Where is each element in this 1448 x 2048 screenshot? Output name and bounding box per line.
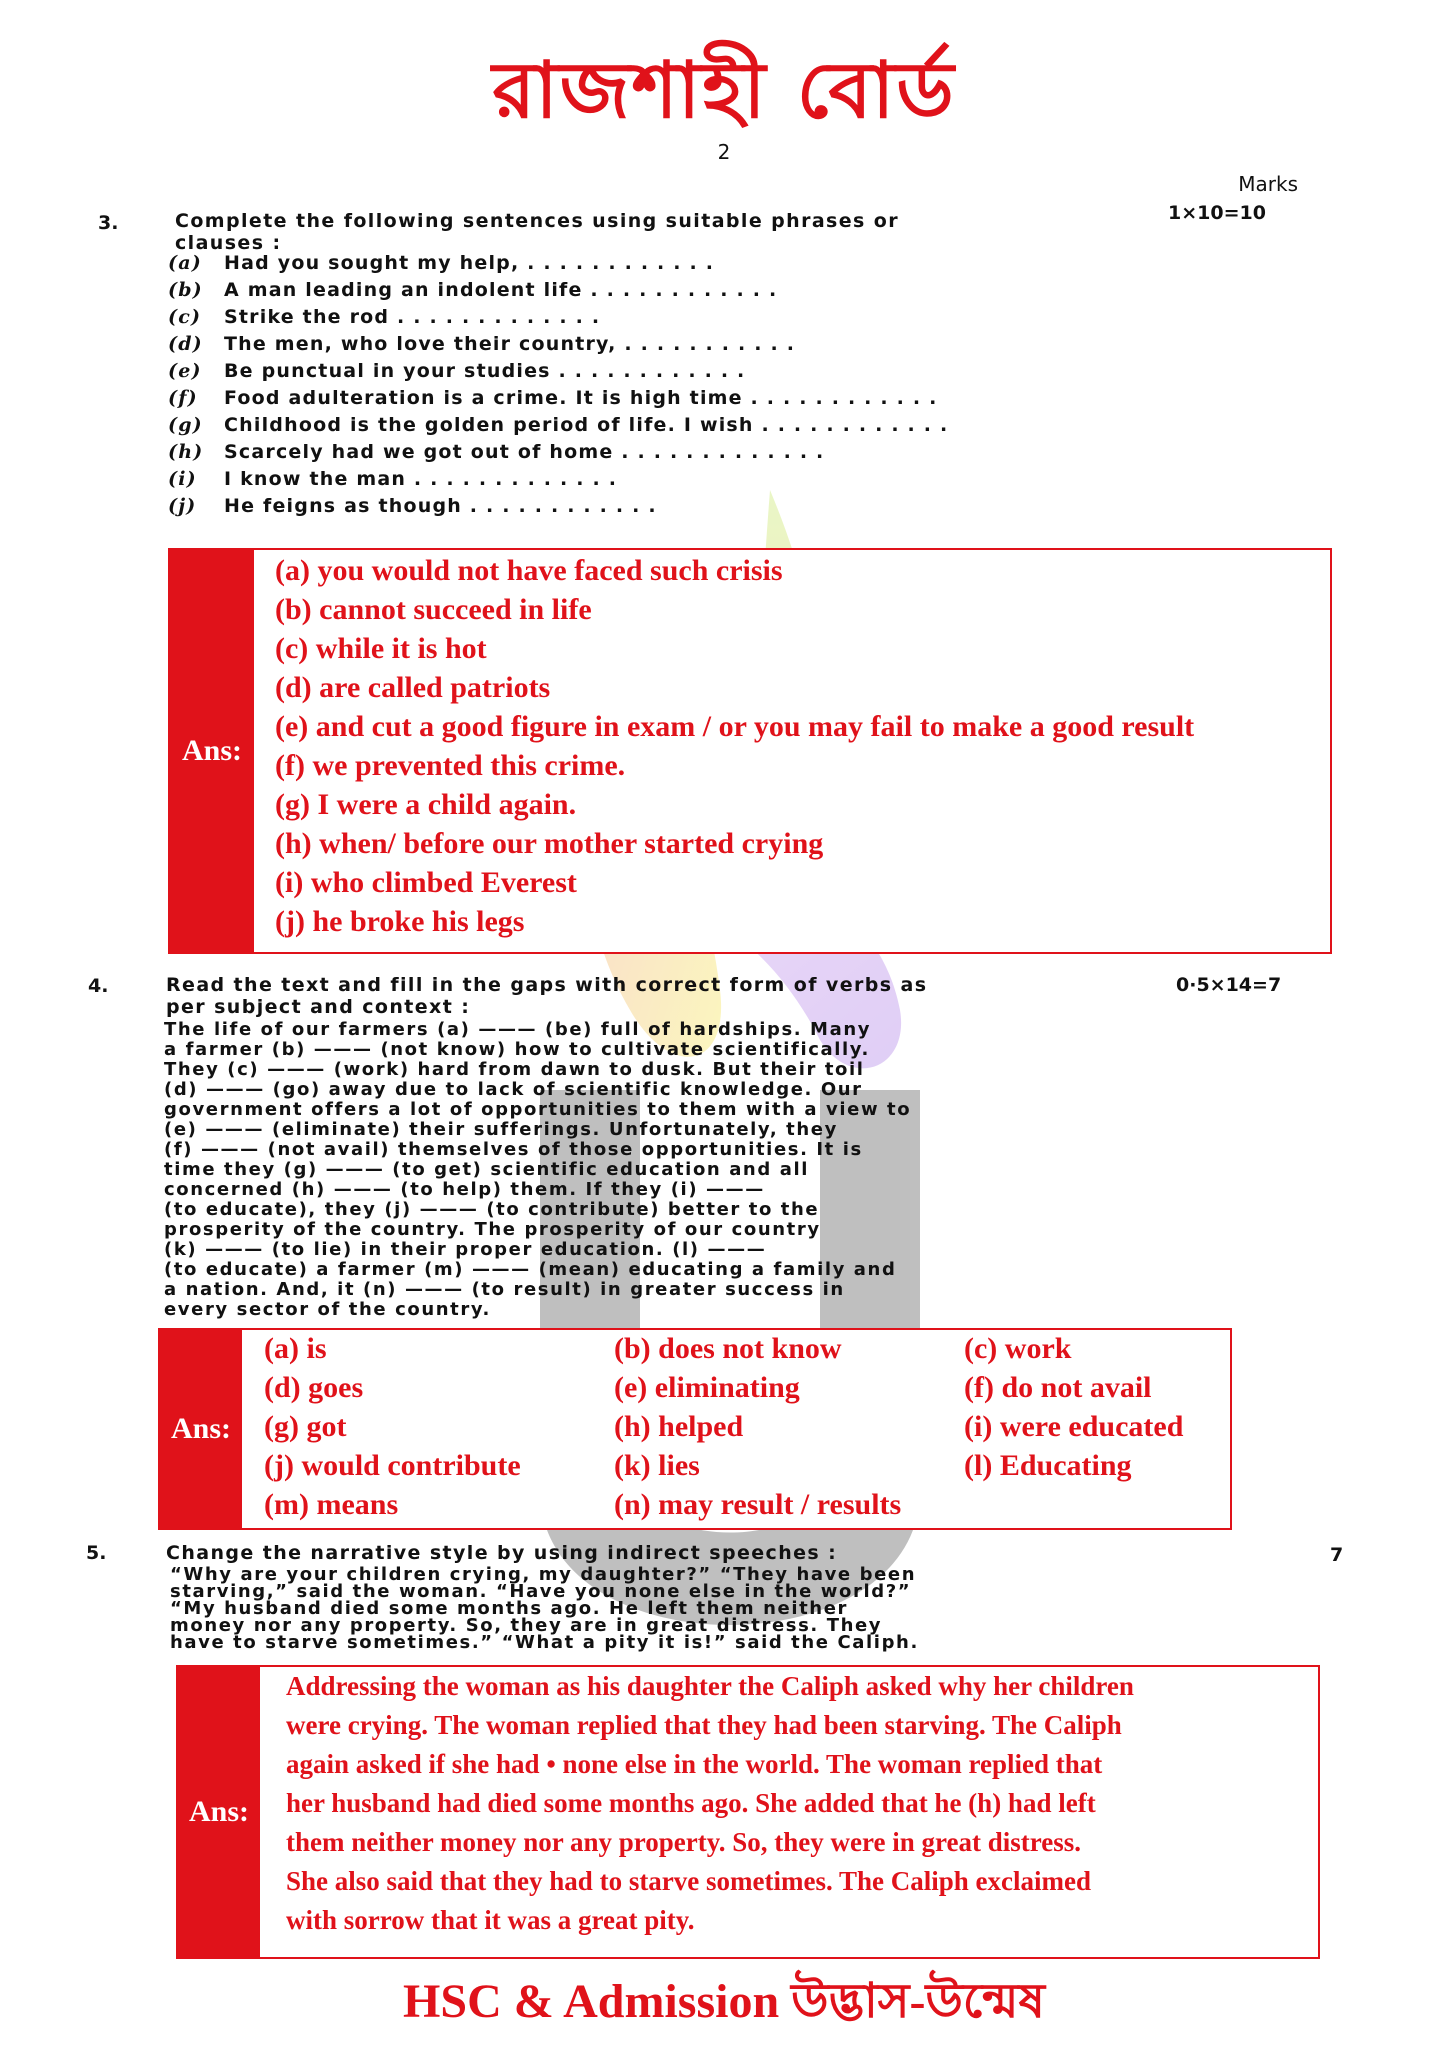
q4-passage-line: a nation. And, it (n) ——— (to result) in greater success in — [164, 1279, 845, 1300]
q4-number: 4. — [88, 975, 109, 997]
q3-item — [168, 441, 1168, 468]
q4-passage-line: (f) ——— (not avail) themselves of those opportunities. It is — [164, 1139, 863, 1160]
q5-answer-line: again asked if she had • none else in the world. The woman replied that — [286, 1749, 1103, 1779]
q3-item-label: (d) — [168, 333, 203, 355]
q3-instruction-line2: clauses : — [175, 232, 282, 254]
q3-item-text: Strike the rod . . . . . . . . . . . . . — [224, 306, 601, 328]
q3-instruction — [175, 210, 1155, 254]
q5-number: 5. — [86, 1542, 107, 1564]
q5-answer-line: She also said that they had to starve sometimes. The Caliph exclaimed — [286, 1866, 1092, 1896]
q4-passage-line: (to educate) a farmer (m) ——— (mean) educating a family and — [164, 1259, 897, 1280]
q3-marks: 1×10=10 — [1168, 202, 1266, 224]
q5-passage — [170, 1566, 1180, 1651]
q4-passage-line: time they (g) ——— (to get) scientific education and all — [164, 1159, 809, 1180]
q5-answer-line: them neither money nor any property. So, they were in great distress. — [286, 1827, 1081, 1857]
q3-item-label: (g) — [168, 414, 203, 436]
q3-item-label: (a) — [168, 252, 202, 274]
q3-item-text: Scarcely had we got out of home . . . . . . . . . . . . . — [224, 441, 825, 463]
q3-item-text: He feigns as though . . . . . . . . . . . . — [224, 495, 657, 517]
q3-item — [168, 333, 1168, 360]
page-number: 2 — [717, 140, 731, 164]
board-title: রাজশাহী বোর্ড — [492, 46, 956, 136]
marks-column-label: Marks — [1238, 172, 1298, 196]
q3-answer-line: (d) are called patriots — [275, 671, 551, 704]
q3-item — [168, 495, 1168, 522]
q5-answer-box — [176, 1665, 1320, 1959]
q4-passage-line: They (c) ——— (work) hard from dawn to dusk. But their toil — [164, 1059, 865, 1080]
q3-instruction-line1: Complete the following sentences using suitable phrases or — [175, 210, 899, 232]
q3-answer-line: (h) when/ before our mother started crying — [275, 827, 824, 860]
q4-passage-line: The life of our farmers (a) ——— (be) full of hardships. Many — [164, 1019, 872, 1040]
q3-answer-label: Ans: — [170, 550, 254, 952]
q4-passage-line: (e) ——— (eliminate) their sufferings. Unfortunately, they — [164, 1119, 838, 1140]
q5-instruction: Change the narrative style by using indirect speeches : — [166, 1542, 838, 1564]
q3-item-text: Childhood is the golden period of life. I wish . . . . . . . . . . . . — [224, 414, 949, 436]
q4-answer-cell: (i) were educated — [964, 1410, 1184, 1443]
q3-item — [168, 414, 1168, 441]
q4-marks: 0·5×14=7 — [1176, 974, 1282, 996]
q3-item-label: (c) — [168, 306, 202, 328]
q4-passage-line: a farmer (b) ——— (not know) how to cultivate scientifically. — [164, 1039, 870, 1060]
q5-answer-label: Ans: — [178, 1667, 260, 1957]
q3-number: 3. — [98, 212, 119, 234]
q4-answer-cell: (n) may result / results — [614, 1488, 902, 1521]
q5-passage-line: money nor any property. So, they are in great distress. They — [170, 1615, 883, 1636]
q3-answer-line: (b) cannot succeed in life — [275, 593, 592, 626]
q3-answer-line: (g) I were a child again. — [275, 788, 577, 821]
q3-item-label: (e) — [168, 360, 202, 382]
q5-answer-line: with sorrow that it was a great pity. — [286, 1905, 695, 1935]
q4-answer-box — [158, 1328, 1232, 1530]
q3-item-text: Had you sought my help, . . . . . . . . . . . . — [224, 252, 715, 274]
q4-answer-cell: (e) eliminating — [614, 1371, 800, 1404]
q3-item-label: (b) — [168, 279, 203, 301]
q3-item — [168, 306, 1168, 333]
q3-item — [168, 387, 1168, 414]
q4-answer-cell: (c) work — [964, 1332, 1072, 1365]
q5-answer-line: her husband had died some months ago. She added that he (h) had left — [286, 1788, 1096, 1818]
q3-item — [168, 252, 1168, 279]
q4-passage — [164, 1020, 1164, 1320]
q5-answer-line: Addressing the woman as his daughter the Caliph asked why her children — [286, 1671, 1134, 1701]
q4-passage-line: prosperity of the country. The prosperity of our country — [164, 1219, 821, 1240]
q3-items-list — [168, 252, 1168, 522]
q4-answer-cell: (h) helped — [614, 1410, 744, 1443]
q4-answer-cell: (a) is — [264, 1332, 327, 1365]
q4-passage-line: government offers a lot of opportunities to them with a view to — [164, 1099, 912, 1120]
q4-instruction — [166, 974, 1156, 1018]
q3-item-label: (j) — [168, 495, 197, 517]
q5-passage-line: “Why are your children crying, my daughter?” “They have been — [170, 1564, 917, 1585]
q3-item-label: (i) — [168, 468, 197, 490]
q4-passage-line: (k) ——— (to lie) in their proper education. (l) ——— — [164, 1239, 767, 1260]
q4-answer-cell: (g) got — [264, 1410, 347, 1443]
q3-item — [168, 279, 1168, 306]
q4-instruction-line2: per subject and context : — [166, 996, 471, 1018]
q5-passage-line: starving,” said the woman. “Have you none else in the world?” — [170, 1581, 912, 1602]
q4-answer-cell: (f) do not avail — [964, 1371, 1152, 1404]
q4-passage-line: (to educate), they (j) ——— (to contribute) better to the — [164, 1199, 820, 1220]
q3-item-text: The men, who love their country, . . . . . . . . . . . — [224, 333, 796, 355]
q3-answer-line: (i) who climbed Everest — [275, 866, 577, 899]
q5-marks: 7 — [1330, 1544, 1344, 1566]
footer-brand: HSC & Admission উদ্ভাস-উন্মেষ — [403, 1975, 1045, 2028]
q4-passage-line: (d) ——— (go) away due to lack of scientific knowledge. Our — [164, 1079, 863, 1100]
q3-item — [168, 468, 1168, 495]
q4-answer-cell: (b) does not know — [614, 1332, 842, 1365]
q3-answer-line: (c) while it is hot — [275, 632, 487, 665]
q3-answer-list — [275, 554, 1194, 944]
q3-item-text: I know the man . . . . . . . . . . . . . — [224, 468, 618, 490]
q4-answer-cell: (m) means — [264, 1488, 399, 1521]
q3-item — [168, 360, 1168, 387]
q3-item-text: Be punctual in your studies . . . . . . . . . . . . — [224, 360, 746, 382]
q4-instruction-line1: Read the text and fill in the gaps with correct form of verbs as — [166, 974, 928, 996]
q3-answer-line: (j) he broke his legs — [275, 905, 525, 938]
q3-answer-line: (e) and cut a good figure in exam / or you may fail to make a good result — [275, 710, 1195, 743]
q3-answer-line: (a) you would not have faced such crisis — [275, 554, 783, 587]
q4-answer-cell: (k) lies — [614, 1449, 700, 1482]
q3-item-text: A man leading an indolent life . . . . . . . . . . . . — [224, 279, 778, 301]
q4-passage-line: concerned (h) ——— (to help) them. If they (i) ——— — [164, 1179, 765, 1200]
q4-answer-label: Ans: — [160, 1330, 242, 1528]
q3-item-label: (f) — [168, 387, 198, 409]
q3-item-text: Food adulteration is a crime. It is high time . . . . . . . . . . . . — [224, 387, 938, 409]
q5-answer-paragraph — [286, 1671, 1134, 1944]
q4-answer-cell: (d) goes — [264, 1371, 364, 1404]
q4-answer-cell: (j) would contribute — [264, 1449, 521, 1482]
q3-answer-line: (f) we prevented this crime. — [275, 749, 626, 782]
q5-answer-line: were crying. The woman replied that they had been starving. The Caliph — [286, 1710, 1122, 1740]
q4-passage-line: every sector of the country. — [164, 1299, 491, 1320]
q5-passage-line: have to starve sometimes.” “What a pity it is!” said the Caliph. — [170, 1632, 919, 1653]
q5-passage-line: “My husband died some months ago. He left them neither — [170, 1598, 849, 1619]
q3-answer-box — [168, 548, 1332, 954]
q4-answer-cell: (l) Educating — [964, 1449, 1132, 1482]
q3-item-label: (h) — [168, 441, 204, 463]
